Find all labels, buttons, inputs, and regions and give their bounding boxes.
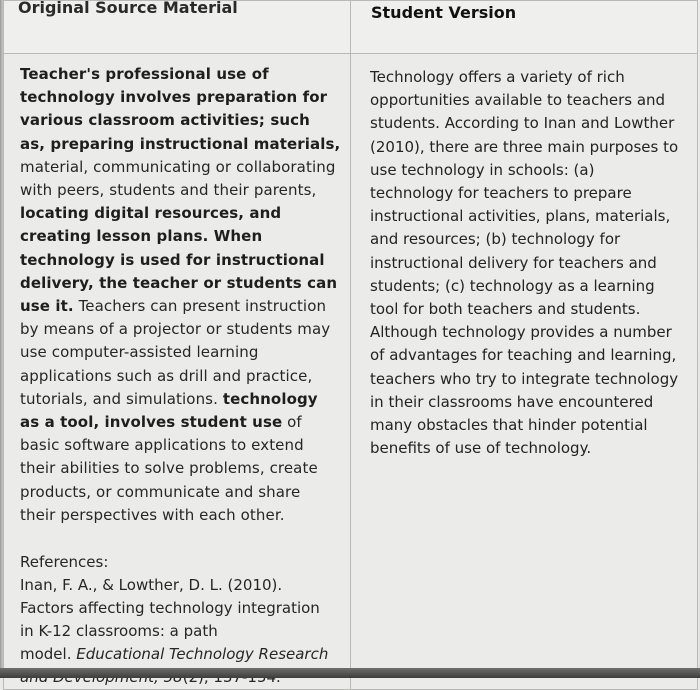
student-line: benefits of use of technology. [370, 439, 592, 458]
bold-text: as, preparing instructional materials, [20, 134, 341, 153]
original-line [20, 295, 342, 318]
student-passage [351, 54, 697, 460]
original-line [20, 388, 342, 411]
original-line [20, 133, 342, 156]
italic-text: Educational Technology Research [76, 645, 329, 664]
student-cell [351, 54, 698, 690]
reference-line [20, 574, 350, 597]
original-header: Original Source Material [18, 0, 238, 17]
bold-text: as a tool, involves student use [20, 413, 283, 432]
original-header-cell [4, 1, 351, 54]
comparison-table [3, 0, 698, 690]
plain-text: model. [20, 645, 77, 664]
header-row [4, 1, 698, 54]
content-row [4, 54, 698, 690]
plain-text: of [282, 413, 302, 432]
plain-text: their abilities to solve problems, create [20, 459, 318, 478]
original-line [20, 365, 342, 388]
plain-text: products, or communicate and share [20, 482, 301, 501]
student-line: students; (c) technology as a learning [370, 276, 655, 295]
student-line: many obstacles that hinder potential [370, 416, 648, 435]
original-passage [4, 54, 350, 527]
original-cell [4, 54, 351, 690]
plain-text: Factors affecting technology integration [20, 599, 320, 618]
original-line [20, 481, 342, 504]
plain-text: applications such as drill and practice, [20, 366, 313, 385]
plain-text: with peers, students and their parents, [20, 181, 317, 200]
student-line: of advantages for teaching and learning, [370, 346, 677, 365]
student-line: instructional delivery for teachers and [370, 253, 657, 272]
original-line [20, 318, 342, 341]
student-line: students. According to Inan and Lowther [370, 114, 675, 133]
original-line [20, 202, 342, 225]
bottom-edge [0, 668, 700, 678]
bold-text: technology [222, 389, 318, 408]
original-line [20, 249, 342, 272]
student-line: instructional activities, plans, materials, [370, 207, 671, 226]
student-line: use technology in schools: (a) [370, 160, 595, 179]
bold-text: technology involves preparation for [20, 88, 328, 107]
original-line [20, 63, 342, 86]
bold-text: technology is used for instructional [20, 250, 325, 269]
student-line: in their classrooms have encountered [370, 392, 654, 411]
original-line [20, 272, 342, 295]
original-line [20, 411, 342, 434]
student-line: opportunities available to teachers and [370, 91, 666, 110]
plain-text: basic software applications to extend [20, 436, 304, 455]
student-line: and resources; (b) technology for [370, 230, 621, 249]
student-line: technology for teachers to prepare [370, 184, 632, 203]
original-line [20, 109, 342, 132]
reference-line [20, 551, 350, 574]
student-line: tool for both teachers and students. [370, 300, 641, 319]
plain-text: References: [20, 553, 109, 572]
plain-text: material, communicating or collaborating [20, 157, 336, 176]
bold-text: delivery, the teacher or students can [20, 273, 338, 292]
bold-text: creating lesson plans. When [20, 227, 263, 246]
plain-text: by means of a projector or students may [20, 320, 331, 339]
student-line: Although technology provides a number [370, 323, 672, 342]
plain-text: Teachers can present instruction [73, 297, 327, 316]
bold-text: various classroom activities; such [20, 111, 310, 130]
reference-line [20, 643, 350, 666]
student-line: (2010), there are three main purposes to [370, 137, 679, 156]
student-line: teachers who try to integrate technology [370, 369, 679, 388]
original-line [20, 86, 342, 109]
original-line [20, 341, 342, 364]
reference-line [20, 597, 350, 620]
reference-line [20, 620, 350, 643]
original-line [20, 504, 342, 527]
student-header: Student Version [371, 3, 517, 22]
original-line [20, 225, 342, 248]
bold-text: locating digital resources, and [20, 204, 282, 223]
student-line: Technology offers a variety of rich [370, 68, 625, 86]
bold-text: Teacher's professional use of [20, 65, 269, 83]
plain-text: use computer-assisted learning [20, 343, 259, 362]
plain-text: their perspectives with each other. [20, 505, 285, 524]
student-header-cell [351, 1, 698, 54]
original-line [20, 457, 342, 480]
bold-text: use it. [20, 297, 74, 316]
original-line [20, 179, 342, 202]
plain-text: Inan, F. A., & Lowther, D. L. (2010). [20, 576, 283, 595]
plain-text: tutorials, and simulations. [20, 389, 223, 408]
original-line [20, 434, 342, 457]
original-line [20, 156, 342, 179]
plain-text: in K-12 classrooms: a path [20, 622, 218, 641]
